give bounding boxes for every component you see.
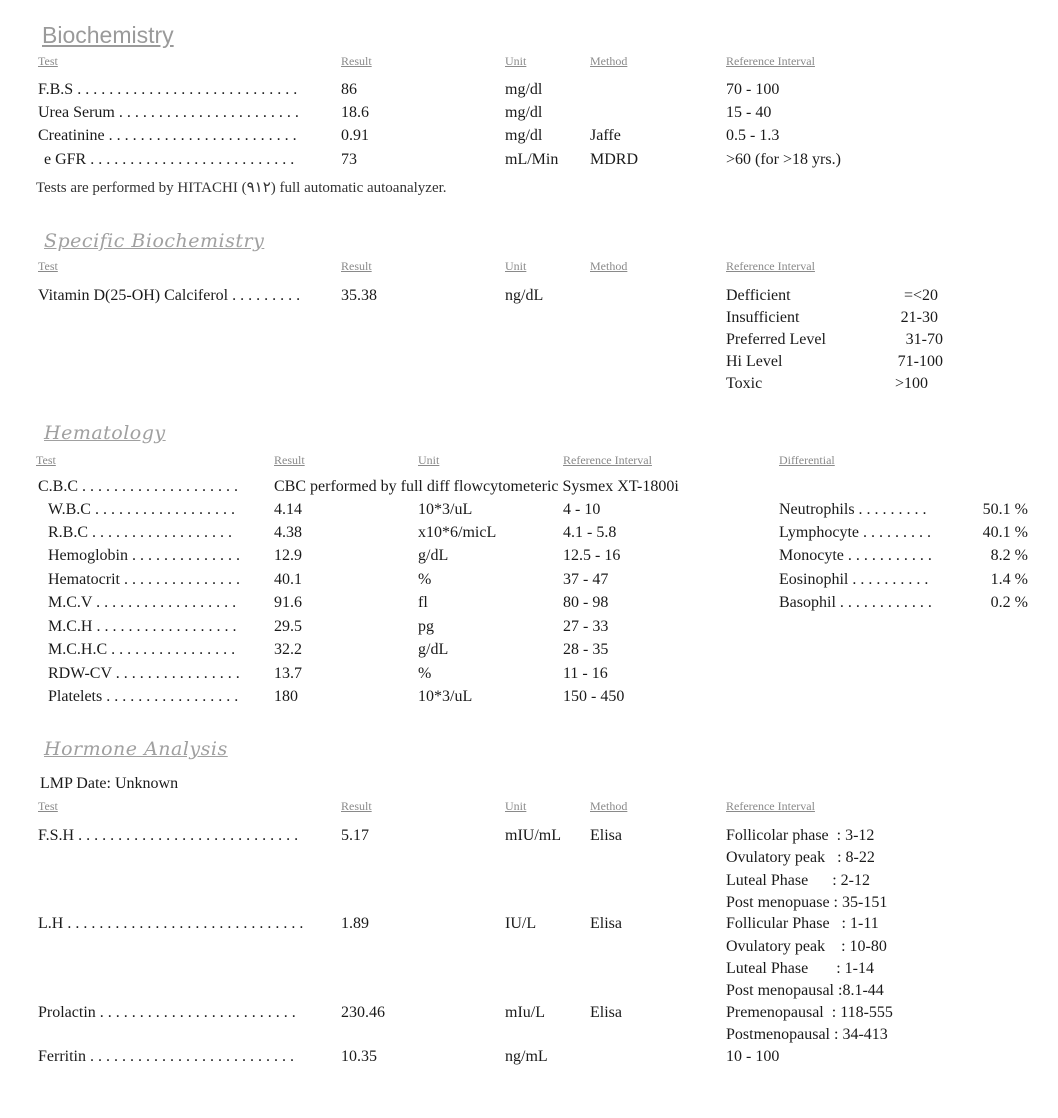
test-result: 73 [341, 151, 357, 168]
test-reference: 4.1 - 5.8 [563, 524, 617, 541]
header-reference: Reference Interval [726, 799, 815, 813]
range-value: 21-30 [900, 309, 938, 326]
test-result: 35.38 [341, 287, 377, 304]
test-result: 91.6 [274, 594, 302, 611]
differential-label: Neutrophils . . . . . . . . . [779, 501, 927, 518]
range-label: Toxic [726, 375, 763, 392]
test-method: Elisa [590, 827, 622, 844]
test-name: R.B.C . . . . . . . . . . . . . . . . . . [48, 524, 233, 541]
test-unit: IU/L [505, 915, 537, 932]
test-unit: % [418, 665, 432, 682]
test-result: 180 [274, 688, 298, 705]
test-name: Hemoglobin . . . . . . . . . . . . . . [48, 547, 240, 564]
test-unit: mg/dl [505, 104, 543, 121]
test-result: 12.9 [274, 547, 302, 564]
header-method: Method [590, 799, 628, 813]
range-label: Preferred Level [726, 331, 826, 348]
test-unit: 10*3/uL [418, 501, 473, 518]
test-result: 10.35 [341, 1048, 377, 1065]
test-unit: g/dL [418, 547, 449, 564]
differential-value: 50.1 % [982, 501, 1028, 518]
test-result: 86 [341, 81, 357, 98]
test-unit: mIu/L [505, 1004, 545, 1021]
test-name: e GFR . . . . . . . . . . . . . . . . . . . . . . . . . . [44, 151, 295, 168]
lmp-date: LMP Date: Unknown [40, 775, 179, 792]
test-name: Prolactin . . . . . . . . . . . . . . . . . . . . . . . . . [38, 1004, 296, 1021]
range-label: Insufficient [726, 309, 800, 326]
test-unit: 10*3/uL [418, 688, 473, 705]
test-name: Creatinine . . . . . . . . . . . . . . . . . . . . . . . . [38, 127, 297, 144]
header-test: Test [38, 54, 58, 68]
test-unit: pg [418, 618, 434, 635]
test-name: F.B.S . . . . . . . . . . . . . . . . . . . . . . . . . . . . [38, 81, 298, 98]
test-unit: mg/dl [505, 127, 543, 144]
test-reference: Postmenopausal : 34-413 [726, 1026, 888, 1043]
test-unit: g/dL [418, 641, 449, 658]
test-name: Platelets . . . . . . . . . . . . . . . . . [48, 688, 239, 705]
test-reference: 10 - 100 [726, 1048, 780, 1065]
differential-label: Monocyte . . . . . . . . . . . [779, 547, 932, 564]
header-result: Result [274, 453, 305, 467]
differential-value: 0.2 % [990, 594, 1028, 611]
hormone-analysis-title: Hormone Analysis [44, 738, 228, 760]
range-value: >100 [894, 375, 928, 392]
test-reference: 37 - 47 [563, 571, 609, 588]
test-name: Vitamin D(25-OH) Calciferol . . . . . . . . . [38, 287, 301, 304]
test-result: 29.5 [274, 618, 302, 635]
test-name: W.B.C . . . . . . . . . . . . . . . . . . [48, 501, 235, 518]
header-reference: Reference Interval [726, 54, 815, 68]
test-name: M.C.H.C . . . . . . . . . . . . . . . . [48, 641, 236, 658]
header-reference: Reference Interval [726, 259, 815, 273]
differential-value: 40.1 % [982, 524, 1028, 541]
header-result: Result [341, 259, 372, 273]
header-test: Test [38, 799, 58, 813]
test-reference: 4 - 10 [563, 501, 601, 518]
test-reference: Ovulatory peak : 10-80 [726, 938, 887, 955]
test-reference: 15 - 40 [726, 104, 772, 121]
test-name: M.C.H . . . . . . . . . . . . . . . . . . [48, 618, 237, 635]
test-name: RDW-CV . . . . . . . . . . . . . . . . [48, 665, 240, 682]
test-method: Jaffe [590, 127, 621, 144]
header-method: Method [590, 54, 628, 68]
differential-value: 1.4 % [990, 571, 1028, 588]
test-reference: 80 - 98 [563, 594, 609, 611]
test-unit: fl [418, 594, 428, 611]
test-result: 4.38 [274, 524, 302, 541]
range-label: Defficient [726, 287, 791, 304]
header-unit: Unit [505, 259, 527, 273]
analyzer-note: Tests are performed by HITACHI (۹۱۲) full automatic autoanalyzer. [36, 180, 447, 196]
test-unit: ng/mL [505, 1048, 548, 1065]
test-name: F.S.H . . . . . . . . . . . . . . . . . . . . . . . . . . . . [38, 827, 299, 844]
specific-biochemistry-title: Specific Biochemistry [44, 230, 265, 252]
range-label: Hi Level [726, 353, 783, 370]
test-unit: mL/Min [505, 151, 559, 168]
test-reference: 27 - 33 [563, 618, 609, 635]
differential-label: Eosinophil . . . . . . . . . . [779, 571, 929, 588]
test-name: M.C.V . . . . . . . . . . . . . . . . . . [48, 594, 237, 611]
header-method: Method [590, 259, 628, 273]
test-reference: 0.5 - 1.3 [726, 127, 780, 144]
test-reference: 150 - 450 [563, 688, 625, 705]
test-name: Urea Serum . . . . . . . . . . . . . . . . . . . . . . . [38, 104, 299, 121]
test-reference: 70 - 100 [726, 81, 780, 98]
test-name: L.H . . . . . . . . . . . . . . . . . . . . . . . . . . . . . . [38, 915, 304, 932]
test-reference: Post menopausal :8.1-44 [726, 982, 884, 999]
test-result: 0.91 [341, 127, 369, 144]
test-result: 1.89 [341, 915, 369, 932]
differential-value: 8.2 % [990, 547, 1028, 564]
test-reference: Ovulatory peak : 8-22 [726, 849, 875, 866]
test-method: MDRD [590, 151, 639, 168]
test-result: 40.1 [274, 571, 302, 588]
range-value: 31-70 [905, 331, 943, 348]
test-unit: ng/dL [505, 287, 544, 304]
range-value: =<20 [903, 287, 938, 304]
test-unit: mg/dl [505, 81, 543, 98]
test-unit: % [418, 571, 432, 588]
test-unit: mIU/mL [505, 827, 561, 844]
header-unit: Unit [505, 54, 527, 68]
biochemistry-title: Biochemistry [42, 22, 174, 48]
header-unit: Unit [505, 799, 527, 813]
test-result: 32.2 [274, 641, 302, 658]
header-reference: Reference Interval [563, 453, 652, 467]
range-value: 71-100 [897, 353, 943, 370]
differential-label: Lymphocyte . . . . . . . . . [779, 524, 931, 541]
cbc-note: CBC performed by full diff flowcytometeric Sysmex XT-1800i [274, 478, 679, 495]
header-test: Test [36, 453, 56, 467]
test-reference: Luteal Phase : 2-12 [726, 872, 870, 889]
test-unit: x10*6/micL [418, 524, 497, 541]
header-differential: Differential [779, 453, 835, 467]
hematology-title: Hematology [44, 422, 166, 444]
header-result: Result [341, 799, 372, 813]
test-reference: Luteal Phase : 1-14 [726, 960, 874, 977]
test-result: 230.46 [341, 1004, 385, 1021]
test-reference: 11 - 16 [563, 665, 608, 682]
test-reference: 28 - 35 [563, 641, 609, 658]
test-method: Elisa [590, 1004, 622, 1021]
test-name: Hematocrit . . . . . . . . . . . . . . . [48, 571, 240, 588]
test-name: Ferritin . . . . . . . . . . . . . . . . . . . . . . . . . . [38, 1048, 294, 1065]
test-reference: Premenopausal : 118-555 [726, 1004, 893, 1021]
test-method: Elisa [590, 915, 622, 932]
header-result: Result [341, 54, 372, 68]
test-reference: Post menopuase : 35-151 [726, 894, 888, 911]
test-reference: 12.5 - 16 [563, 547, 621, 564]
header-unit: Unit [418, 453, 440, 467]
test-result: 13.7 [274, 665, 302, 682]
test-reference: >60 (for >18 yrs.) [726, 151, 841, 168]
cbc-label: C.B.C . . . . . . . . . . . . . . . . . . . . [38, 478, 239, 495]
test-result: 4.14 [274, 501, 302, 518]
test-result: 5.17 [341, 827, 369, 844]
test-result: 18.6 [341, 104, 369, 121]
test-reference: Follicolar phase : 3-12 [726, 827, 875, 844]
differential-label: Basophil . . . . . . . . . . . . [779, 594, 932, 611]
header-test: Test [38, 259, 58, 273]
test-reference: Follicular Phase : 1-11 [726, 915, 879, 932]
